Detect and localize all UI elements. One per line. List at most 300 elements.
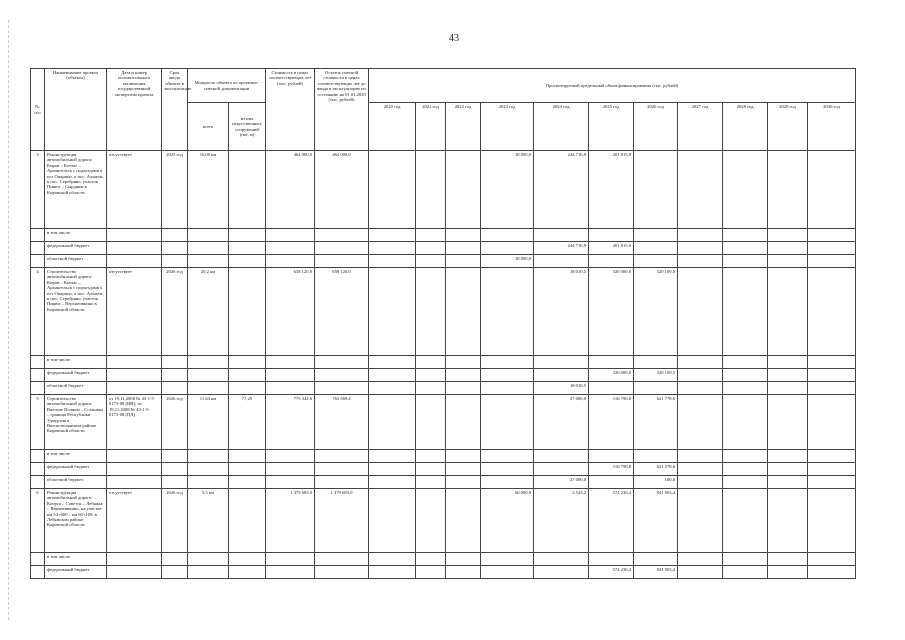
table-subrow (31, 356, 856, 369)
project-name: Строительство автомобильной дороги Вятские Поляны – Сосновка – граница Республики Удмуртия в Вятскополянском районе Кировской области (45, 395, 107, 450)
year-value (678, 229, 723, 242)
project-structures (229, 268, 266, 356)
empty-cell (31, 450, 45, 463)
year-value (481, 369, 534, 382)
year-value (446, 489, 481, 553)
header-remaining: Остаток сметной стоимости в ценах соответствующих лет до ввода в эксплуатацию по состоянию на 01.01.2020 (тыс. рублей) (315, 69, 369, 151)
empty-cell (229, 382, 266, 395)
year-value (723, 489, 768, 553)
empty-cell (229, 242, 266, 255)
empty-cell (315, 553, 369, 566)
year-value (416, 229, 446, 242)
subrow-label: областной бюджет (45, 382, 107, 395)
project-name: Строительство автомобильной дороги Киров – Котлас – Архангельск с подъездами к пгт Опарино, к пос. Альмеж, к пос. Серебряно, участок Пинюг – Верхнеивкино в Кировской области (45, 268, 107, 356)
year-value (416, 553, 446, 566)
empty-cell (315, 229, 369, 242)
empty-cell (188, 255, 229, 268)
year-value (481, 229, 534, 242)
empty-cell (315, 463, 369, 476)
year-value (678, 369, 723, 382)
empty-cell (315, 450, 369, 463)
year-value (446, 382, 481, 395)
year-value (534, 356, 589, 369)
year-value: 3 543,2 (534, 489, 589, 553)
year-value (678, 255, 723, 268)
empty-cell (31, 382, 45, 395)
year-value (723, 395, 768, 450)
year-value (369, 476, 416, 489)
project-expertise: отсутствует (107, 268, 162, 356)
year-value (634, 255, 678, 268)
empty-cell (266, 229, 315, 242)
year-value (416, 450, 446, 463)
year-value: 18 010,5 (534, 268, 589, 356)
table-row (31, 268, 856, 356)
year-value (808, 356, 856, 369)
year-value: 60 000,0 (481, 489, 534, 553)
year-value (723, 242, 768, 255)
header-no: № п/п (31, 69, 45, 151)
year-value (534, 229, 589, 242)
project-number: 3 (31, 151, 45, 229)
table-subrow (31, 255, 856, 268)
year-value (768, 566, 808, 579)
empty-cell (266, 369, 315, 382)
year-value: 27 000,0 (534, 476, 589, 489)
year-value (446, 369, 481, 382)
table-subrow (31, 566, 856, 579)
project-structures (229, 151, 266, 229)
year-value (369, 229, 416, 242)
year-value: 320 000,0 (589, 268, 634, 356)
empty-cell (31, 356, 45, 369)
year-value (723, 356, 768, 369)
year-value (678, 395, 723, 450)
year-value (768, 151, 808, 229)
year-value: 18 010,5 (534, 382, 589, 395)
empty-cell (31, 463, 45, 476)
subrow-label: областной бюджет (45, 476, 107, 489)
empty-cell (229, 566, 266, 579)
subrow-label: в том числе: (45, 229, 107, 242)
header-year: 2024 год (534, 103, 589, 151)
subrow-label: федеральный бюджет (45, 566, 107, 579)
year-value (446, 553, 481, 566)
empty-cell (107, 566, 162, 579)
year-value (678, 268, 723, 356)
year-value (416, 151, 446, 229)
year-value (678, 450, 723, 463)
empty-cell (162, 369, 188, 382)
year-value (589, 356, 634, 369)
year-value (369, 553, 416, 566)
project-expertise: от 19.11.2008 № 43-1-5-0173-08 (ИИ); от 19.11.2008 № 43-1-5-0173-08 (ПД) (107, 395, 162, 450)
year-value (768, 369, 808, 382)
year-value (481, 476, 534, 489)
year-value (589, 450, 634, 463)
year-value (481, 553, 534, 566)
year-value: 574 236,4 (589, 489, 634, 553)
year-value (416, 382, 446, 395)
empty-cell (31, 476, 45, 489)
header-expertise: Дата и номер положительного заключения государственной экспертизы проекта (107, 69, 162, 151)
project-term: 2025 год (162, 151, 188, 229)
year-value (808, 151, 856, 229)
year-value: 201 815,0 (589, 242, 634, 255)
project-capacity: 11,63 км (188, 395, 229, 450)
year-value (416, 242, 446, 255)
year-value (534, 566, 589, 579)
year-value: 244 716,9 (534, 151, 589, 229)
header-capacity-total: всего (188, 103, 229, 151)
empty-cell (266, 356, 315, 369)
empty-cell (229, 356, 266, 369)
year-value: 27 000,0 (534, 395, 589, 450)
empty-cell (107, 463, 162, 476)
year-value (369, 382, 416, 395)
project-cost: 464 000,0 (266, 151, 315, 229)
year-value (678, 463, 723, 476)
empty-cell (266, 242, 315, 255)
empty-cell (188, 566, 229, 579)
project-remaining: 765 569,4 (315, 395, 369, 450)
year-value: 116 790,8 (589, 463, 634, 476)
subrow-label: областной бюджет (45, 255, 107, 268)
empty-cell (188, 356, 229, 369)
year-value (723, 255, 768, 268)
empty-cell (107, 255, 162, 268)
year-value (768, 229, 808, 242)
year-value (723, 463, 768, 476)
year-value (369, 463, 416, 476)
project-number: 5 (31, 395, 45, 450)
year-value (481, 242, 534, 255)
empty-cell (315, 356, 369, 369)
empty-cell (162, 382, 188, 395)
year-value (678, 566, 723, 579)
year-value (678, 553, 723, 566)
empty-cell (229, 255, 266, 268)
subrow-label: в том числе: (45, 450, 107, 463)
year-value (768, 255, 808, 268)
header-year: 2025 год (589, 103, 634, 151)
year-value (768, 395, 808, 450)
empty-cell (31, 566, 45, 579)
year-value: 116 790,8 (589, 395, 634, 450)
empty-cell (188, 242, 229, 255)
empty-cell (315, 255, 369, 268)
project-remaining: 1 479 683,0 (315, 489, 369, 553)
year-value (416, 463, 446, 476)
empty-cell (229, 553, 266, 566)
empty-cell (188, 229, 229, 242)
table-subrow (31, 229, 856, 242)
year-value (723, 229, 768, 242)
empty-cell (31, 553, 45, 566)
empty-cell (107, 382, 162, 395)
project-expertise: отсутствует (107, 151, 162, 229)
empty-cell (31, 255, 45, 268)
year-value (768, 242, 808, 255)
year-value (446, 242, 481, 255)
empty-cell (315, 369, 369, 382)
empty-cell (188, 553, 229, 566)
year-value (446, 566, 481, 579)
year-value (808, 382, 856, 395)
empty-cell (107, 229, 162, 242)
year-value (634, 242, 678, 255)
empty-cell (266, 476, 315, 489)
empty-cell (266, 553, 315, 566)
header-forecast: Прогнозируемый предельный объем финансирования (тыс. рублей) (369, 69, 856, 103)
header-year: 2027 год (678, 103, 723, 151)
year-value (481, 395, 534, 450)
year-value (768, 476, 808, 489)
year-value (768, 268, 808, 356)
empty-cell (188, 369, 229, 382)
empty-cell (266, 566, 315, 579)
empty-cell (266, 450, 315, 463)
header-year: 2020 год (369, 103, 416, 151)
year-value (534, 255, 589, 268)
year-value (416, 255, 446, 268)
project-name: Реконструкция автомобильной дороги Кичуга – Советск – Лебяжье – Верхнеивкино, на участке км 54+600 – км 60+100, в Лебяжском районе Кировской области (45, 489, 107, 553)
year-value (634, 356, 678, 369)
project-remaining: 658 120,0 (315, 268, 369, 356)
year-value: 201 815,0 (589, 151, 634, 229)
subrow-label: в том числе: (45, 553, 107, 566)
year-value (369, 450, 416, 463)
empty-cell (315, 242, 369, 255)
year-value (446, 151, 481, 229)
year-value (369, 255, 416, 268)
year-value (723, 476, 768, 489)
project-structures: 77,25 (229, 395, 266, 450)
financing-table (30, 68, 856, 579)
year-value (369, 356, 416, 369)
year-value (808, 489, 856, 553)
year-value: 320 109,5 (634, 268, 678, 356)
project-number: 6 (31, 489, 45, 553)
empty-cell (188, 476, 229, 489)
year-value (678, 356, 723, 369)
empty-cell (229, 229, 266, 242)
year-value (369, 489, 416, 553)
header-year: 2029 год (768, 103, 808, 151)
table-subrow (31, 553, 856, 566)
year-value (634, 151, 678, 229)
project-structures (229, 489, 266, 553)
year-value (678, 476, 723, 489)
header-term: Срок ввода объекта в эксплуатацию (162, 69, 188, 151)
year-value (808, 255, 856, 268)
project-name: Реконструкция автомобильной дороги Киров – Котлас – Архангельск с подъездами к пгт Опарино, к пос. Альмеж, к пос. Серебряно, участок Пинюг – Сырдяны в Кировской области (45, 151, 107, 229)
header-capacity-structures: из них искусственных сооружений (пог. м) (229, 103, 266, 151)
project-capacity: 16,00 км (188, 151, 229, 229)
year-value: 100,0 (634, 476, 678, 489)
year-value (589, 553, 634, 566)
year-value (768, 553, 808, 566)
year-value (678, 151, 723, 229)
page-number: 43 (449, 33, 459, 44)
header-year: 2030 год (808, 103, 856, 151)
year-value (723, 369, 768, 382)
table-subrow (31, 450, 856, 463)
year-value: 841 903,4 (634, 566, 678, 579)
year-value (446, 255, 481, 268)
table-subrow (31, 476, 856, 489)
year-value (808, 463, 856, 476)
year-value (808, 395, 856, 450)
empty-cell (162, 450, 188, 463)
year-value (446, 229, 481, 242)
year-value (416, 476, 446, 489)
empty-cell (107, 369, 162, 382)
year-value (369, 242, 416, 255)
year-value (589, 476, 634, 489)
year-value: 841 903,4 (634, 489, 678, 553)
year-value (534, 463, 589, 476)
year-value (369, 151, 416, 229)
year-value (369, 395, 416, 450)
year-value (446, 268, 481, 356)
table-row (31, 489, 856, 553)
table-subrow (31, 242, 856, 255)
header-year: 2022 год (446, 103, 481, 151)
project-remaining: 464 000,0 (315, 151, 369, 229)
year-value (481, 356, 534, 369)
table-subrow (31, 369, 856, 382)
empty-cell (107, 356, 162, 369)
year-value (534, 450, 589, 463)
subrow-label: федеральный бюджет (45, 369, 107, 382)
empty-cell (162, 242, 188, 255)
year-value (678, 242, 723, 255)
year-value: 18 000,0 (481, 151, 534, 229)
year-value (369, 369, 416, 382)
empty-cell (229, 450, 266, 463)
empty-cell (315, 566, 369, 579)
year-value (446, 356, 481, 369)
empty-cell (107, 553, 162, 566)
project-expertise: отсутствует (107, 489, 162, 553)
year-value (808, 229, 856, 242)
year-value: 320 109,5 (634, 369, 678, 382)
year-value: 244 716,9 (534, 242, 589, 255)
year-value (723, 151, 768, 229)
year-value: 621 578,6 (634, 463, 678, 476)
project-capacity: 5,5 км (188, 489, 229, 553)
year-value (481, 463, 534, 476)
year-value (808, 476, 856, 489)
empty-cell (162, 229, 188, 242)
empty-cell (162, 553, 188, 566)
project-cost: 775 342,6 (266, 395, 315, 450)
subrow-label: федеральный бюджет (45, 242, 107, 255)
header-capacity: Мощность объекта по проектно-сметной документации (188, 69, 266, 103)
empty-cell (162, 255, 188, 268)
year-value (481, 566, 534, 579)
empty-cell (229, 369, 266, 382)
year-value (768, 463, 808, 476)
project-term: 2026 год (162, 268, 188, 356)
year-value: 18 000,0 (481, 255, 534, 268)
year-value (416, 369, 446, 382)
year-value (446, 450, 481, 463)
year-value (481, 382, 534, 395)
project-cost: 1 479 683,0 (266, 489, 315, 553)
year-value (589, 382, 634, 395)
year-value (634, 382, 678, 395)
year-value (369, 268, 416, 356)
header-cost: Стоимость в ценах соответствующих лет (тыс. рублей) (266, 69, 315, 151)
subrow-label: федеральный бюджет (45, 463, 107, 476)
year-value (723, 553, 768, 566)
empty-cell (229, 476, 266, 489)
table-body (31, 151, 856, 579)
year-value (808, 553, 856, 566)
year-value (446, 463, 481, 476)
project-term: 2026 год (162, 395, 188, 450)
year-value: 621 778,6 (634, 395, 678, 450)
year-value (481, 268, 534, 356)
header-year: 2021 год (416, 103, 446, 151)
project-cost: 658 120,0 (266, 268, 315, 356)
year-value (723, 382, 768, 395)
header-year: 2026 год (634, 103, 678, 151)
empty-cell (266, 463, 315, 476)
year-value (416, 268, 446, 356)
header-year: 2023 год (481, 103, 534, 151)
empty-cell (266, 255, 315, 268)
year-value (446, 476, 481, 489)
year-value (481, 450, 534, 463)
year-value (416, 395, 446, 450)
empty-cell (162, 566, 188, 579)
year-value (768, 382, 808, 395)
empty-cell (107, 476, 162, 489)
empty-cell (31, 229, 45, 242)
empty-cell (266, 382, 315, 395)
year-value (723, 566, 768, 579)
year-value (678, 489, 723, 553)
year-value (808, 268, 856, 356)
empty-cell (162, 356, 188, 369)
empty-cell (188, 382, 229, 395)
year-value (416, 489, 446, 553)
year-value (416, 356, 446, 369)
empty-cell (315, 476, 369, 489)
empty-cell (162, 463, 188, 476)
table-subrow (31, 382, 856, 395)
year-value (808, 369, 856, 382)
year-value (634, 229, 678, 242)
project-capacity: 20,2 км (188, 268, 229, 356)
year-value (634, 450, 678, 463)
header-name: Наименование проекта (объекта) (45, 69, 107, 151)
year-value (446, 395, 481, 450)
year-value (589, 229, 634, 242)
empty-cell (31, 369, 45, 382)
year-value (808, 566, 856, 579)
project-number: 4 (31, 268, 45, 356)
subrow-label: в том числе: (45, 356, 107, 369)
empty-cell (107, 450, 162, 463)
year-value: 574 236,4 (589, 566, 634, 579)
year-value (768, 450, 808, 463)
empty-cell (188, 450, 229, 463)
empty-cell (229, 463, 266, 476)
